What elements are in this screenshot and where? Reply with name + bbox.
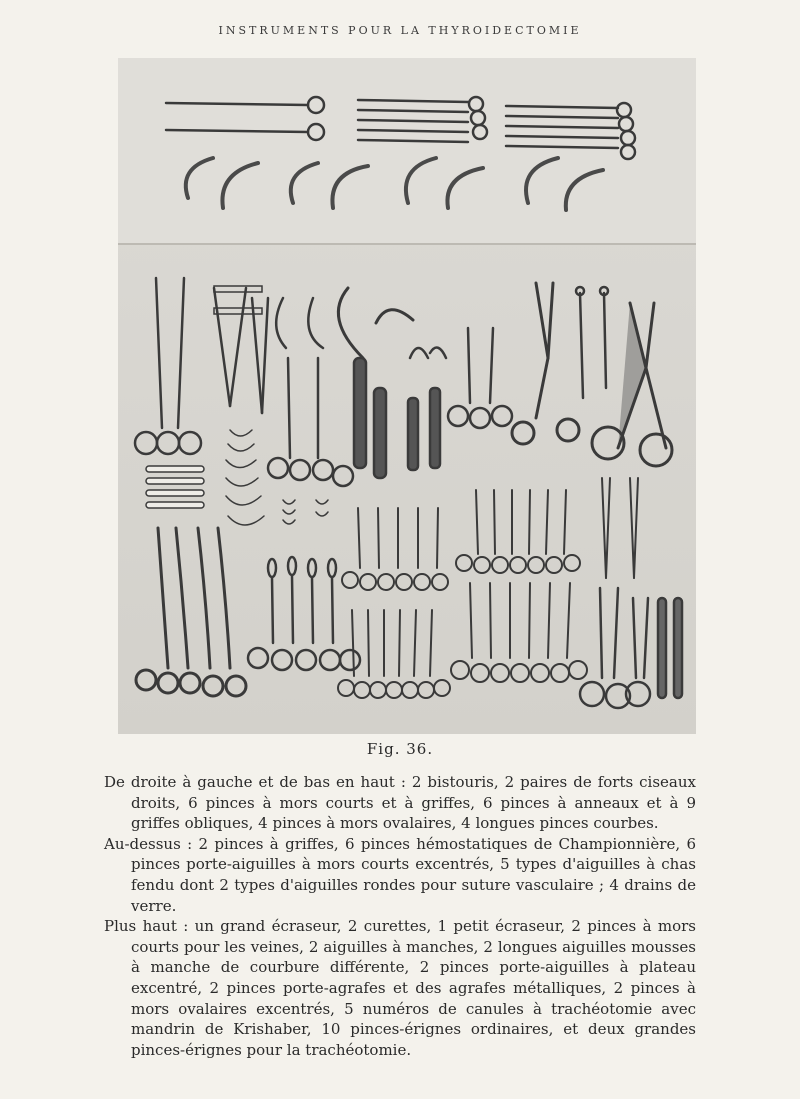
figure-caption [104, 772, 696, 1060]
instrument-photograph [118, 58, 696, 734]
running-head: INSTRUMENTS POUR LA THYROIDECTOMIE [218, 24, 582, 37]
caption-paragraph: De droite à gauche et de bas en haut : 2 bistouris, 2 paires de forts ciseaux droits, 6 pinces à mors courts et à griffes, 6 pinces à anneaux et à 9 griffes obliques, 4 pinces à mors ovalaires, 4 longues pinces courbes. [104, 773, 696, 833]
instrument-illustration [118, 58, 696, 734]
caption-paragraph: Au-dessus : 2 pinces à griffes, 6 pinces hémostatiques de Championnière, 6 pinces porte-aiguilles à mors courts excentrés, 5 types d'aiguilles à chas fendu dont 2 types d'aiguilles rondes pour suture vasculaire ; 4 drains de verre. [104, 834, 696, 915]
figure-label: Fig. 36. [366, 740, 434, 758]
caption-paragraph: Plus haut : un grand écraseur, 2 curettes, 1 petit écraseur, 2 pinces à mors courts pour les veines, 2 aiguilles à manches, 2 longues aiguilles mousses à manche de courbure différente, 2 pinces porte-aiguilles à plateau excentré, 2 pinces porte-agrafes et des agrafes métalliques, 2 pinces à mors ovalaires excentrés, 5 numéros de canules à trachéotomie avec mandrin de Krishaber, 10 pinces-érignes ordinaires, et deux grandes pinces-érignes pour la trachéotomie. [104, 917, 696, 1059]
